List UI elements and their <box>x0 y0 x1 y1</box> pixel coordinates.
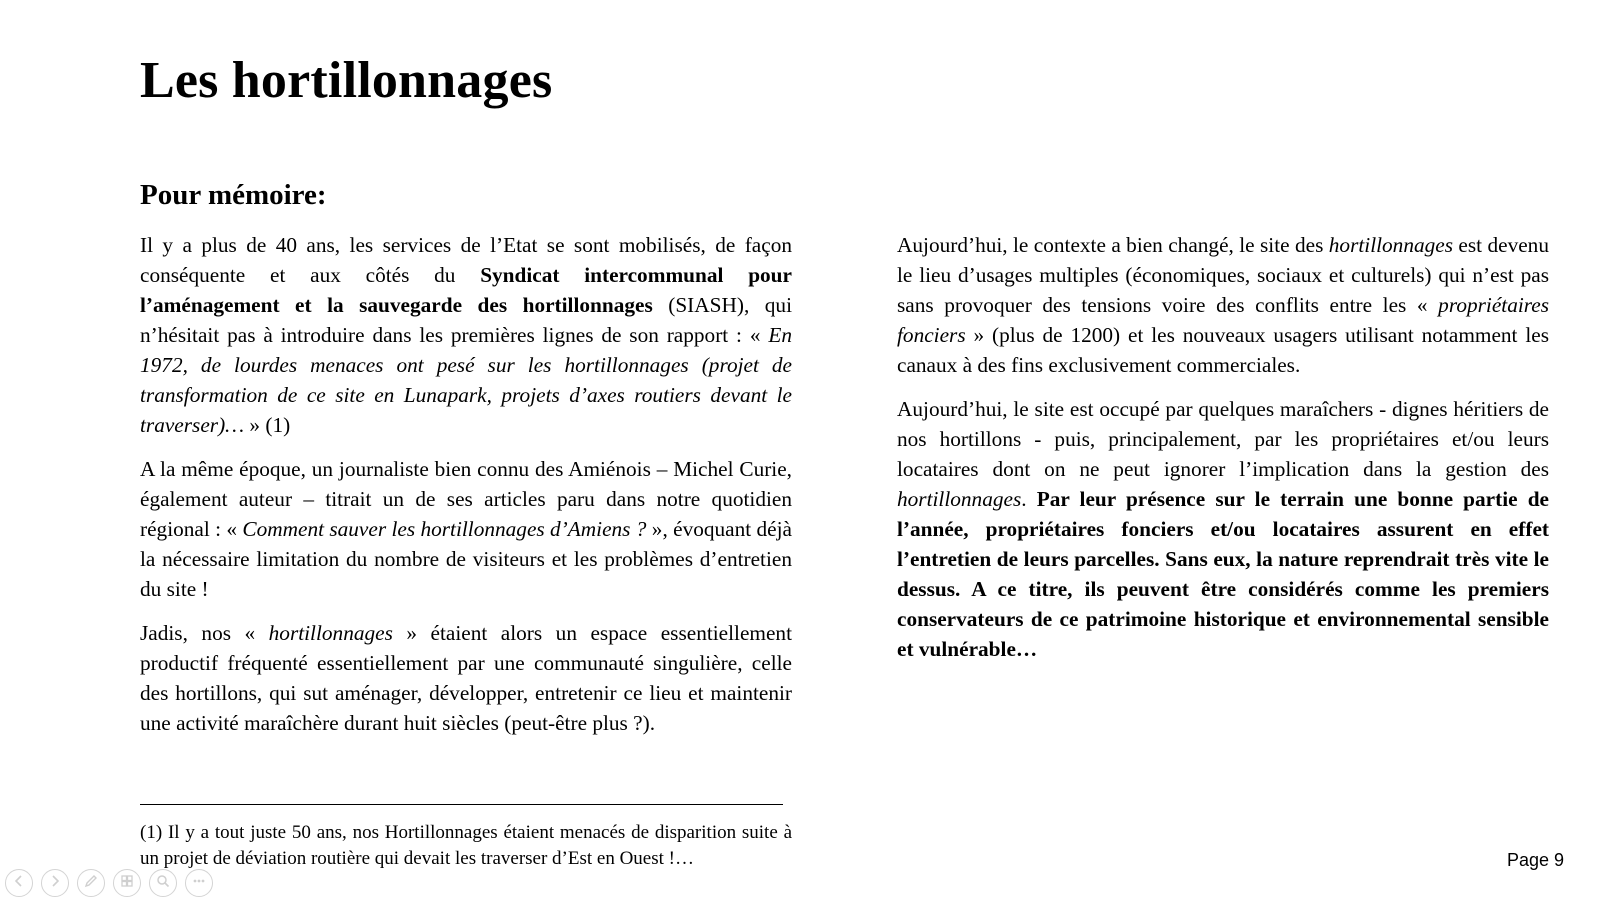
see-all-slides-button[interactable] <box>113 869 141 897</box>
pen-button[interactable] <box>77 869 105 897</box>
paragraph-history: Jadis, nos « hortillonnages » étaient alors un espace essentiellement productif fréquenté essentiellement par une communauté singulière, celle des hortillons, qui sut aménager, développer, entretenir ce lieu et maintenir une activité maraîchère durant huit siècles (peut-être plus ?). <box>140 621 792 735</box>
paragraph-siash: Il y a plus de 40 ans, les services de l’Etat se sont mobilisés, de façon conséquente et aux côtés du Syndicat intercommunal pour l’aménagement et la sauvegarde des hortillonnages (SIASH), qui n’hésitait pas à introduire dans les premières lignes de son rapport : « En 1972, de lourdes menaces ont pesé sur les hortillonnages (projet de transformation de ce site en Lunapark, projets d’axes routiers devant le traverser)… » (1) <box>140 233 792 437</box>
more-options-button[interactable] <box>185 869 213 897</box>
next-arrow-icon <box>47 873 63 894</box>
zoom-button[interactable] <box>149 869 177 897</box>
conservators-statement: Par leur présence sur le terrain une bonne partie de l’année, propriétaires fonciers et/ou locataires assurent en effet l’entretien de leurs parcelles. Sans eux, la nature reprendrait très vite le dessus. A ce titre, ils peuvent être considérés comme les premiers conservateurs de ce patrimoine historique et environnemental sensible et vulnérable… <box>897 487 1549 661</box>
slide-title: Les hortillonnages <box>140 52 553 109</box>
paragraph-context: Aujourd’hui, le contexte a bien changé, le site des hortillonnages est devenu le lieu d’usages multiples (économiques, sociaux et culturels) qui n’est pas sans provoquer des tensions voire des conflits entre les « propriétaires fonciers » (plus de 1200) et les nouveaux usagers utilisant notamment les canaux à des fins exclusivement commerciales. <box>897 233 1549 377</box>
left-column <box>140 230 792 752</box>
paragraph-journalist: A la même époque, un journaliste bien connu des Amiénois – Michel Curie, également auteur – titrait un de ses articles paru dans notre quotidien régional : « Comment sauver les hortillonnages d’Amiens ? », évoquant déjà la nécessaire limitation du nombre de visiteurs et les problèmes d’entretien du site ! <box>140 457 792 601</box>
section-subtitle: Pour mémoire: <box>140 179 327 211</box>
footnote: (1) Il y a tout juste 50 ans, nos Hortillonnages étaient menacés de disparition suite à un projet de déviation routière qui devait les traverser d’Est en Ouest !… <box>140 822 792 869</box>
next-slide-button[interactable] <box>41 869 69 897</box>
more-options-icon <box>191 873 207 894</box>
siash-name: Syndicat intercommunal pour l’aménagement et la sauvegarde des hortillonnages <box>140 263 792 317</box>
right-column <box>897 230 1549 678</box>
zoom-icon <box>155 873 171 894</box>
previous-arrow-icon <box>11 873 27 894</box>
slides-grid-icon <box>119 873 135 894</box>
paragraph-occupants: Aujourd’hui, le site est occupé par quelques maraîchers - dignes héritiers de nos hortillons - puis, principalement, par les propriétaires et/ou leurs locataires dont on ne peut ignorer l’implication dans la gestion des hortillonnages. Par leur présence sur le terrain une bonne partie de l’année, propriétaires fonciers et/ou locataires assurent en effet l’entretien de leurs parcelles. Sans eux, la nature reprendrait très vite le dessus. A ce titre, ils peuvent être considérés comme les premiers conservateurs de ce patrimoine historique et environnemental sensible et vulnérable… <box>897 397 1549 661</box>
slideshow-controls <box>5 869 213 899</box>
page-number: Page 9 <box>1506 850 1564 870</box>
report-quote: En 1972, de lourdes menaces ont pesé sur les hortillonnages (projet de transformation de ce site en Lunapark, projets d’axes routiers devant le traverser)… <box>140 323 792 437</box>
footnote-divider <box>140 804 783 805</box>
article-title: Comment sauver les hortillonnages d’Amiens ? <box>242 517 647 541</box>
pen-icon <box>83 873 99 894</box>
previous-slide-button[interactable] <box>5 869 33 897</box>
